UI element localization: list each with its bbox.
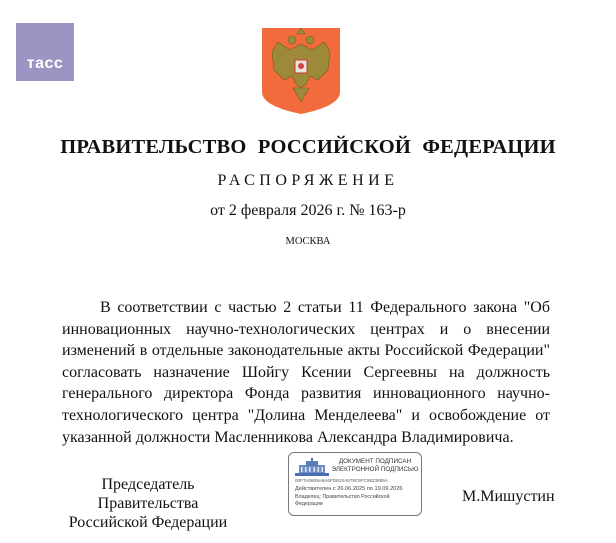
stamp-heading-line1: ДОКУМЕНТ ПОДПИСАН	[338, 458, 412, 465]
stamp-heading-line2: ЭЛЕКТРОННОЙ ПОДПИСЬЮ	[331, 466, 419, 473]
certificate-owner: Владелец: Правительство Российской Федерации	[295, 494, 390, 507]
signatory-position-line2: Российской Федерации	[68, 514, 228, 531]
certificate-validity: Действителен с 26.06.2025 по 19.09.2026	[295, 486, 403, 492]
document-title: ПРАВИТЕЛЬСТВО РОССИЙСКОЙ ФЕДЕРАЦИИ	[60, 136, 556, 158]
certificate-serial: 00FTA0609A6A6FD61SA579C5FC9823865A	[295, 478, 388, 483]
document-type: РАСПОРЯЖЕНИЕ	[217, 172, 399, 189]
signatory-position-line1: Председатель Правительства	[97, 476, 199, 512]
signatory-position	[58, 475, 238, 532]
document-city: МОСКВА	[285, 236, 331, 247]
document-date-number: от 2 февраля 2026 г. № 163-р	[210, 202, 406, 219]
government-building-icon	[295, 458, 329, 476]
tass-watermark-logo	[16, 23, 74, 81]
order-body-text: В соответствии с частью 2 статьи 11 Федерального закона "Об инновационных научно-технологических центрах и о внесении изменений в отдельные законодательные акты Российской Федерации" согласовать назначение Шойгу Ксении Сергеевны на должность генерального директора Фонда развития инновационного научно-технологического центра "Долина Менделеева" и освобождение от указанной должности Масленникова Александра Владимировича.	[62, 299, 550, 446]
stamp-heading	[331, 458, 419, 474]
tass-logo-text: тасс	[26, 55, 64, 72]
coat-of-arms-icon	[260, 26, 342, 116]
signatory-name: М.Мишустин	[462, 488, 555, 505]
electronic-signature-stamp	[288, 452, 422, 516]
